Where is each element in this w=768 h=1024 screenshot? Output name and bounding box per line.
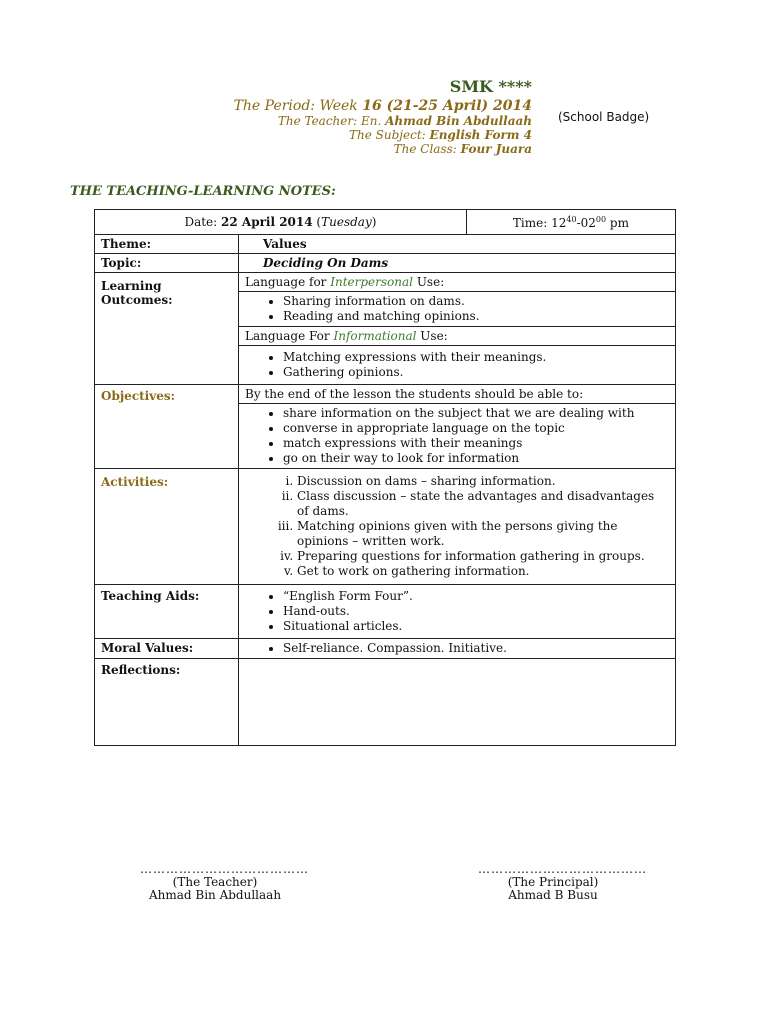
principal-role: (The Principal) xyxy=(507,875,599,889)
teacher-role: (The Teacher) xyxy=(172,875,258,889)
teacher-signature xyxy=(140,862,309,902)
list-item: iii. Matching opinions given with the persons giving the opinions – written work. xyxy=(297,519,669,549)
class-line: The Class: Four Juara xyxy=(393,142,532,156)
list-item: • Hand-outs. xyxy=(283,604,669,619)
moral-values-label: Moral Values: xyxy=(95,639,239,659)
document-header xyxy=(234,78,532,156)
activities-list xyxy=(245,474,669,579)
time-cell: Time: $12^{40}-02^{00}$ pm xyxy=(466,210,675,235)
principal-signature xyxy=(478,862,647,902)
interpersonal-list xyxy=(245,294,669,324)
interpersonal-heading: Language for Interpersonal Use: xyxy=(239,273,676,292)
activities-label: Activities: xyxy=(95,469,239,585)
list-item: • Gathering opinions. xyxy=(283,365,669,380)
topic-label: Topic: xyxy=(95,254,239,273)
list-item: • Self-reliance. Compassion. Initiative. xyxy=(283,641,669,656)
section-title: THE TEACHING-LEARNING NOTES: xyxy=(70,184,336,199)
moral-values-cell xyxy=(239,639,676,659)
list-item: iv. Preparing questions for information gathering in groups. xyxy=(297,549,669,564)
list-item: • Sharing information on dams. xyxy=(283,294,669,309)
activities-list-cell xyxy=(239,469,676,585)
list-item: • Situational articles. xyxy=(283,619,669,634)
learning-outcomes-label: Learning Outcomes: xyxy=(95,273,239,385)
interpersonal-list-cell xyxy=(239,292,676,327)
school-badge-placeholder: (School Badge) xyxy=(558,110,650,124)
objectives-list-cell xyxy=(239,404,676,469)
teacher-signature-line: ………………………………… xyxy=(140,862,309,876)
list-item: ii. Class discussion – state the advantages and disadvantages of dams. xyxy=(297,489,669,519)
teacher-name: Ahmad Bin Abdullaah xyxy=(148,888,282,902)
principal-signature-line: ………………………………… xyxy=(478,862,647,876)
theme-value: Values xyxy=(239,235,676,254)
informational-heading: Language For Informational Use: xyxy=(239,327,676,346)
lesson-plan-table xyxy=(94,209,676,746)
teacher-line: The Teacher: En. Ahmad Bin Abdullaah xyxy=(277,114,532,128)
objectives-list xyxy=(245,406,669,466)
list-item: • Matching expressions with their meanings. xyxy=(283,350,669,365)
principal-name: Ahmad B Busu xyxy=(508,888,598,902)
list-item: • match expressions with their meanings xyxy=(283,436,669,451)
list-item: • “English Form Four”. xyxy=(283,589,669,604)
objectives-intro: By the end of the lesson the students should be able to: xyxy=(239,385,676,404)
list-item: v. Get to work on gathering information. xyxy=(297,564,669,579)
period-line: The Period: Week 16 (21-25 April) 2014 xyxy=(233,98,532,114)
informational-list-cell xyxy=(239,346,676,385)
topic-value: Deciding On Dams xyxy=(239,254,676,273)
reflections-cell xyxy=(239,659,676,746)
teaching-aids-list xyxy=(245,589,669,634)
subject-line: The Subject: English Form 4 xyxy=(349,128,532,142)
theme-label: Theme: xyxy=(95,235,239,254)
list-item: i. Discussion on dams – sharing information. xyxy=(297,474,669,489)
list-item: • go on their way to look for information xyxy=(283,451,669,466)
objectives-label: Objectives: xyxy=(95,385,239,469)
school-name: SMK **** xyxy=(449,77,532,96)
reflections-label: Reflections: xyxy=(95,659,239,746)
date-cell: Date: 22 April 2014 (Tuesday) xyxy=(95,210,467,235)
teaching-aids-cell xyxy=(239,585,676,639)
list-item: • converse in appropriate language on the topic xyxy=(283,421,669,436)
informational-list xyxy=(245,350,669,380)
list-item: • Reading and matching opinions. xyxy=(283,309,669,324)
teaching-aids-label: Teaching Aids: xyxy=(95,585,239,639)
moral-values-list xyxy=(245,641,669,656)
list-item: • share information on the subject that we are dealing with xyxy=(283,406,669,421)
